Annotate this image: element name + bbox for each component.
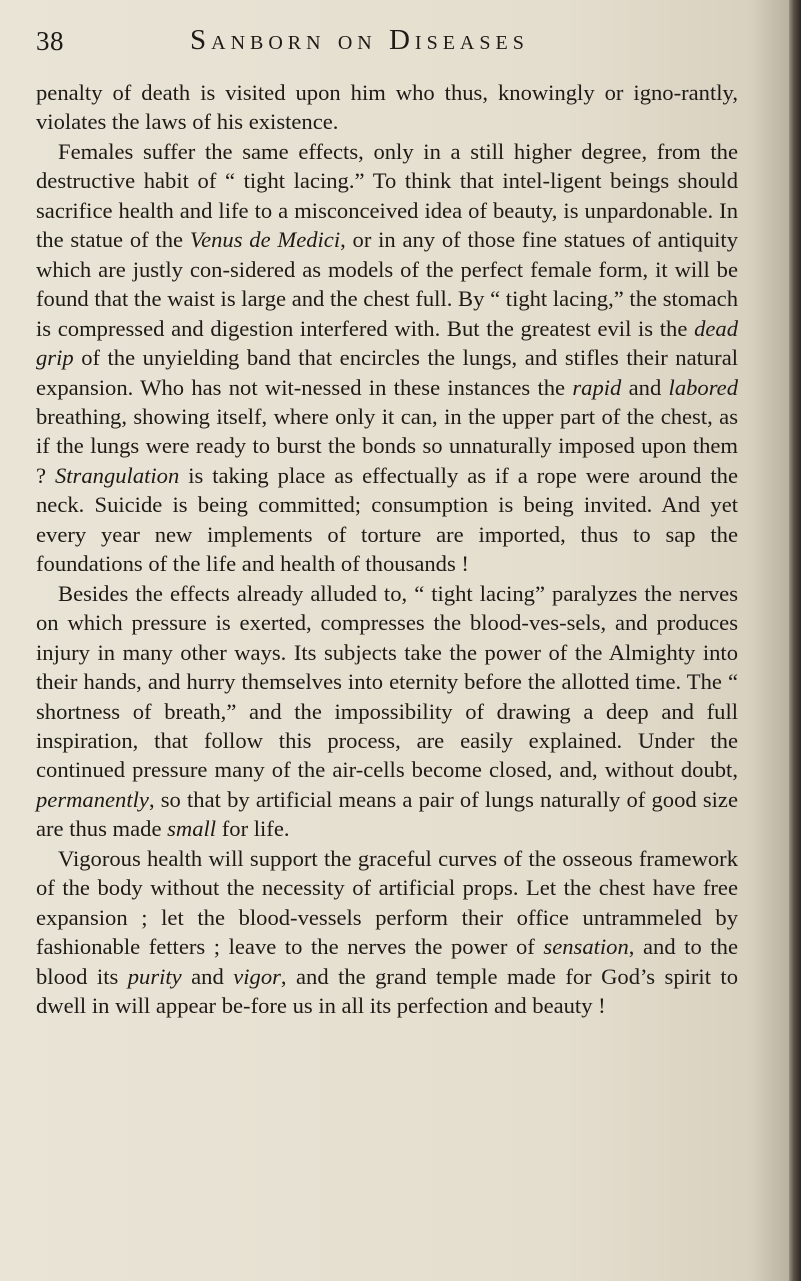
text-run: is taking place as effectually as if a rope were around the neck. Suicide is being committed; consumption is being invited. And yet every year new implements of torture are imported, thus to sap the foundations of the life and health of thousands ! bbox=[36, 462, 738, 577]
paragraph bbox=[36, 579, 738, 844]
italic-text: purity bbox=[127, 963, 182, 989]
paragraph bbox=[36, 78, 738, 137]
book-gutter bbox=[789, 0, 801, 1281]
text-run: Females suffer the same effects, only in a still higher degree, from the destructive habit of “ tight lacing.” To think that intel-ligent beings should sacrifice health and life to a misconceived idea of beauty, is unpardonable. In the statue of the bbox=[36, 138, 738, 253]
italic-text: permanently bbox=[36, 786, 149, 812]
page-header bbox=[36, 24, 756, 60]
text-run: Besides the effects already alluded to, “ tight lacing” paralyzes the nerves on which pressure is exerted, compresses the blood-ves-sels, and produces injury in many other ways. Its subjects take the power of the Almighty into their hands, and hurry themselves into eternity before the allotted time. The “ shortness of breath,” and the impossibility of drawing a deep and full inspiration, that follow this process, are easily explained. Under the continued pressure many of the air-cells become closed, and, without doubt, bbox=[36, 580, 738, 783]
text-run: and bbox=[621, 374, 669, 400]
text-run: , or in any of those fine statues of antiquity which are justly con-sidered as models of the perfect female form, it will be found that the waist is large and the chest full. By “ tight lacing,” the stomach is compressed and digestion interfered with. But the greatest evil is the bbox=[36, 227, 739, 341]
gutter-shadow bbox=[749, 0, 789, 1281]
text-run: , and the grand temple made for God’s spirit to dwell in will appear be-fore us in all its perfection and beauty ! bbox=[36, 963, 739, 1019]
text-run: and bbox=[181, 963, 234, 989]
text-run: of the unyielding band that encircles the lungs, and stifles their natural expansion. Who has not wit-nessed in these instances the bbox=[36, 345, 738, 400]
italic-text: small bbox=[167, 816, 217, 842]
text-run: , so that by artificial means a pair of lungs naturally of good size are thus made bbox=[36, 786, 738, 842]
paragraph bbox=[36, 137, 738, 579]
running-title: Sanborn on Diseases bbox=[190, 24, 529, 56]
italic-text: Strangulation bbox=[54, 462, 180, 488]
text-run: breathing, showing itself, where only it can, in the upper part of the chest, as if the lungs were ready to burst the bonds so unnaturally imposed upon them ? bbox=[36, 403, 738, 488]
text-run: for life. bbox=[216, 816, 290, 842]
body-text bbox=[36, 78, 738, 1021]
italic-text: vigor bbox=[233, 963, 281, 989]
italic-text: Venus de Medici bbox=[189, 227, 341, 253]
italic-text: rapid bbox=[572, 374, 622, 400]
text-run: Vigorous health will support the graceful curves of the osseous framework of the body without the necessity of artificial props. Let the chest have free expansion ; let the blood-vessels perform their office untrammeled by fashionable fetters ; leave to the nerves the power of bbox=[36, 845, 738, 960]
text-run: , and to the blood its bbox=[36, 934, 738, 989]
page-number: 38 bbox=[36, 26, 64, 56]
text-run: penalty of death is visited upon him who thus, knowingly or igno-rantly, violates the laws of his existence. bbox=[36, 80, 738, 135]
italic-text: labored bbox=[668, 374, 738, 400]
paragraph bbox=[36, 844, 738, 1021]
italic-text: dead grip bbox=[36, 315, 738, 371]
italic-text: sensation bbox=[543, 934, 629, 960]
